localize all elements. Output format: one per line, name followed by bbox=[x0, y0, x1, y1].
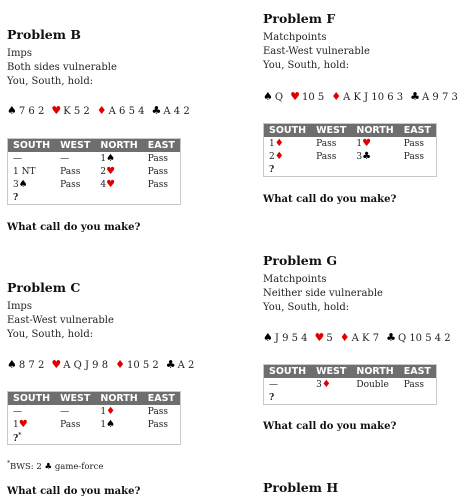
auction-cell bbox=[143, 165, 181, 178]
suit-cards: A Q J 9 8 bbox=[63, 360, 109, 371]
auction-empty-cell bbox=[351, 163, 398, 177]
auction-cell bbox=[8, 405, 56, 418]
auction-question-cell bbox=[8, 191, 56, 205]
auction-cell bbox=[399, 150, 437, 163]
hand bbox=[263, 331, 458, 344]
footnote-rest: game-force bbox=[54, 461, 104, 472]
call-text: 4 bbox=[100, 180, 107, 190]
call-text: 1 bbox=[100, 407, 107, 417]
footnote-text: BWS: 2 bbox=[10, 461, 42, 472]
auction-cell bbox=[264, 378, 312, 391]
auction-cell bbox=[311, 137, 351, 150]
header-west: WEST bbox=[311, 124, 351, 138]
call-text: — bbox=[60, 406, 70, 417]
suit-cards: 8 7 2 bbox=[18, 360, 45, 371]
header-south: SOUTH bbox=[8, 392, 56, 406]
call-text: Pass bbox=[60, 419, 81, 430]
auction-row bbox=[8, 405, 181, 418]
diamond-suit-icon: ♦ bbox=[274, 138, 284, 149]
call-text: Pass bbox=[60, 166, 81, 177]
auction-question-row bbox=[8, 191, 181, 205]
call-text: 3 bbox=[356, 152, 363, 162]
header-south: SOUTH bbox=[8, 139, 56, 153]
suit-cards: 7 6 2 bbox=[18, 106, 45, 117]
auction-table bbox=[7, 138, 181, 205]
header-east: EAST bbox=[399, 365, 437, 379]
call-text: Pass bbox=[147, 406, 168, 417]
call-text: 2 bbox=[269, 152, 275, 162]
call-text: 1 bbox=[269, 139, 275, 149]
header-east: EAST bbox=[143, 392, 181, 406]
vulnerability-line: Neither side vulnerable bbox=[263, 288, 383, 299]
vulnerability-line: East-West vulnerable bbox=[7, 315, 114, 326]
auction-cell bbox=[55, 418, 95, 431]
auction-cell bbox=[351, 150, 398, 163]
call-text: Pass bbox=[403, 379, 424, 390]
club-suit-icon: ♣ bbox=[362, 151, 372, 162]
header-west: WEST bbox=[311, 365, 351, 379]
scoring-line: Imps bbox=[7, 48, 32, 59]
auction-question-cell bbox=[264, 391, 312, 405]
auction-cell bbox=[311, 150, 351, 163]
call-text: Pass bbox=[147, 179, 168, 190]
auction-row bbox=[264, 150, 437, 163]
auction-question-row bbox=[8, 431, 181, 445]
call-text: Pass bbox=[316, 138, 337, 149]
auction-cell bbox=[95, 418, 142, 431]
header-east: EAST bbox=[143, 139, 181, 153]
hold-line: You, South, hold: bbox=[263, 302, 350, 313]
question-mark: ? bbox=[269, 164, 275, 175]
heart-suit-icon: ♥ bbox=[51, 358, 62, 371]
header-west: WEST bbox=[55, 139, 95, 153]
hand-suit-spade bbox=[7, 104, 44, 117]
call-text: Pass bbox=[147, 166, 168, 177]
hand-suit-club bbox=[386, 331, 451, 344]
heart-suit-icon: ♥ bbox=[106, 179, 116, 190]
header-north: NORTH bbox=[95, 139, 142, 153]
hand-suit-spade bbox=[263, 331, 308, 344]
footnote-marker: * bbox=[7, 460, 10, 467]
diamond-suit-icon: ♦ bbox=[96, 104, 107, 117]
auction-cell bbox=[8, 165, 56, 178]
hand-suit-spade bbox=[263, 90, 283, 103]
call-text: 1 bbox=[100, 420, 107, 430]
question-mark: ? bbox=[13, 433, 19, 444]
call-text: — bbox=[269, 379, 278, 390]
auction-cell bbox=[55, 165, 95, 178]
call-text: — bbox=[60, 153, 70, 164]
spade-suit-icon: ♠ bbox=[263, 331, 273, 344]
suit-cards: Q bbox=[274, 92, 284, 103]
auction-cell bbox=[8, 152, 56, 165]
hand bbox=[263, 90, 465, 103]
diamond-suit-icon: ♦ bbox=[106, 406, 116, 417]
call-text: Pass bbox=[147, 153, 168, 164]
diamond-suit-icon: ♦ bbox=[115, 358, 125, 371]
header-south: SOUTH bbox=[264, 124, 312, 138]
auction-row bbox=[8, 152, 181, 165]
question-text: What call do you make? bbox=[7, 222, 141, 233]
auction-cell bbox=[8, 178, 56, 191]
auction-question-row bbox=[264, 391, 437, 405]
suit-cards: A 2 bbox=[177, 360, 195, 371]
problem-title: Problem H bbox=[263, 480, 339, 495]
auction-cell bbox=[8, 418, 56, 431]
club-suit-icon: ♣ bbox=[386, 331, 396, 344]
hand-suit-diamond bbox=[331, 90, 403, 103]
scoring-line: Matchpoints bbox=[263, 32, 327, 43]
problem-title: Problem C bbox=[7, 280, 81, 295]
auction-cell bbox=[95, 152, 142, 165]
hand bbox=[7, 104, 197, 117]
suit-cards: A 4 2 bbox=[163, 106, 190, 117]
auction-cell bbox=[55, 178, 95, 191]
club-suit-icon: ♣ bbox=[410, 90, 421, 103]
heart-suit-icon: ♥ bbox=[106, 166, 116, 177]
hand-suit-club bbox=[166, 358, 195, 371]
hold-line: You, South, hold: bbox=[7, 329, 94, 340]
question-footnote-marker: * bbox=[18, 431, 22, 439]
auction-table bbox=[263, 123, 437, 177]
call-text: Double bbox=[356, 379, 389, 390]
suit-cards: A K J 10 6 3 bbox=[343, 92, 404, 103]
suit-cards: A K 7 bbox=[351, 333, 380, 344]
hold-line: You, South, hold: bbox=[7, 76, 94, 87]
auction-row bbox=[8, 418, 181, 431]
problem-title: Problem F bbox=[263, 11, 336, 26]
call-text: 3 bbox=[13, 180, 19, 190]
auction-row bbox=[8, 165, 181, 178]
hand-suit-spade bbox=[7, 358, 44, 371]
call-text: — bbox=[13, 153, 22, 164]
call-text: Pass bbox=[316, 151, 337, 162]
footnote bbox=[7, 460, 103, 472]
question-text: What call do you make? bbox=[263, 421, 397, 432]
auction-empty-cell bbox=[55, 431, 95, 445]
vulnerability-line: Both sides vulnerable bbox=[7, 62, 117, 73]
header-north: NORTH bbox=[95, 392, 142, 406]
suit-cards: 10 5 2 bbox=[126, 360, 159, 371]
header-north: NORTH bbox=[351, 365, 398, 379]
auction-cell bbox=[55, 152, 95, 165]
auction-empty-cell bbox=[311, 163, 351, 177]
call-text: 2 bbox=[100, 167, 107, 177]
hand-suit-diamond bbox=[97, 104, 145, 117]
hand-suit-heart bbox=[51, 104, 89, 117]
vulnerability-line: East-West vulnerable bbox=[263, 46, 370, 57]
spade-suit-icon: ♠ bbox=[18, 179, 28, 190]
auction-cell bbox=[95, 178, 142, 191]
auction-cell bbox=[311, 378, 351, 391]
suit-cards: 5 bbox=[326, 333, 333, 344]
call-text: Pass bbox=[60, 179, 81, 190]
club-suit-icon: ♣ bbox=[165, 358, 176, 371]
spade-suit-icon: ♠ bbox=[106, 153, 116, 164]
auction-row bbox=[264, 137, 437, 150]
call-text: Pass bbox=[403, 138, 424, 149]
header-north: NORTH bbox=[351, 124, 398, 138]
auction-cell bbox=[143, 152, 181, 165]
suit-cards: Q 10 5 4 2 bbox=[397, 333, 451, 344]
auction-empty-cell bbox=[143, 431, 181, 445]
auction-table bbox=[7, 391, 181, 445]
auction-empty-cell bbox=[399, 163, 437, 177]
spade-suit-icon: ♠ bbox=[263, 90, 273, 103]
auction-cell bbox=[264, 137, 312, 150]
auction-row bbox=[264, 378, 437, 391]
diamond-suit-icon: ♦ bbox=[331, 90, 342, 103]
club-suit-icon: ♣ bbox=[44, 461, 53, 472]
auction-cell bbox=[95, 405, 142, 418]
hand-suit-diamond bbox=[115, 358, 159, 371]
question-mark: ? bbox=[269, 392, 275, 403]
problem-conditions bbox=[7, 300, 114, 342]
club-suit-icon: ♣ bbox=[151, 104, 162, 117]
auction-cell bbox=[55, 405, 95, 418]
auction-row bbox=[8, 178, 181, 191]
hand-suit-heart bbox=[315, 331, 333, 344]
spade-suit-icon: ♠ bbox=[106, 419, 116, 430]
diamond-suit-icon: ♦ bbox=[321, 379, 331, 390]
auction-empty-cell bbox=[399, 391, 437, 405]
auction-question-cell bbox=[8, 431, 56, 445]
heart-suit-icon: ♥ bbox=[51, 104, 62, 117]
problem-conditions bbox=[263, 273, 383, 315]
problem-title: Problem B bbox=[7, 27, 81, 42]
auction-cell bbox=[143, 178, 181, 191]
auction-cell bbox=[351, 137, 398, 150]
suit-cards: K 5 2 bbox=[63, 106, 90, 117]
hand-suit-diamond bbox=[340, 331, 379, 344]
problem-conditions bbox=[263, 31, 370, 73]
diamond-suit-icon: ♦ bbox=[274, 151, 284, 162]
call-text: Pass bbox=[403, 151, 424, 162]
diamond-suit-icon: ♦ bbox=[339, 331, 350, 344]
auction-empty-cell bbox=[55, 191, 95, 205]
heart-suit-icon: ♥ bbox=[314, 331, 325, 344]
heart-suit-icon: ♥ bbox=[362, 138, 372, 149]
scoring-line: Matchpoints bbox=[263, 274, 327, 285]
auction-empty-cell bbox=[143, 191, 181, 205]
problem-title: Problem G bbox=[263, 253, 338, 268]
auction-cell bbox=[399, 378, 437, 391]
auction-cell bbox=[351, 378, 398, 391]
auction-empty-cell bbox=[311, 391, 351, 405]
hand-suit-heart bbox=[51, 358, 108, 371]
auction-empty-cell bbox=[95, 431, 142, 445]
spade-suit-icon: ♠ bbox=[7, 104, 17, 117]
hand-suit-heart bbox=[290, 90, 324, 103]
auction-question-row bbox=[264, 163, 437, 177]
header-south: SOUTH bbox=[264, 365, 312, 379]
auction-cell bbox=[399, 137, 437, 150]
hold-line: You, South, hold: bbox=[263, 60, 350, 71]
auction-empty-cell bbox=[95, 191, 142, 205]
question-mark: ? bbox=[13, 192, 19, 203]
hand-suit-club bbox=[410, 90, 458, 103]
auction-cell bbox=[264, 150, 312, 163]
problem-conditions bbox=[7, 47, 117, 89]
hand-suit-club bbox=[152, 104, 190, 117]
call-text: 1 bbox=[356, 139, 363, 149]
suit-cards: 10 5 bbox=[301, 92, 325, 103]
auction-cell bbox=[143, 405, 181, 418]
heart-suit-icon: ♥ bbox=[18, 419, 28, 430]
call-text: 1 bbox=[13, 420, 19, 430]
call-text: — bbox=[13, 406, 22, 417]
call-text: 3 bbox=[316, 380, 322, 390]
call-text: Pass bbox=[147, 419, 168, 430]
auction-question-cell bbox=[264, 163, 312, 177]
suit-cards: A 9 7 3 bbox=[422, 92, 458, 103]
auction-empty-cell bbox=[351, 391, 398, 405]
auction-cell bbox=[143, 418, 181, 431]
header-west: WEST bbox=[55, 392, 95, 406]
question-text: What call do you make? bbox=[7, 486, 141, 497]
call-text: 1 NT bbox=[13, 166, 36, 177]
heart-suit-icon: ♥ bbox=[290, 90, 300, 103]
suit-cards: J 9 5 4 bbox=[274, 333, 308, 344]
header-east: EAST bbox=[399, 124, 437, 138]
spade-suit-icon: ♠ bbox=[7, 358, 17, 371]
call-text: 1 bbox=[100, 154, 107, 164]
suit-cards: A 6 5 4 bbox=[108, 106, 145, 117]
auction-cell bbox=[95, 165, 142, 178]
auction-table bbox=[263, 364, 437, 405]
hand bbox=[7, 358, 201, 371]
scoring-line: Imps bbox=[7, 301, 32, 312]
question-text: What call do you make? bbox=[263, 194, 397, 205]
